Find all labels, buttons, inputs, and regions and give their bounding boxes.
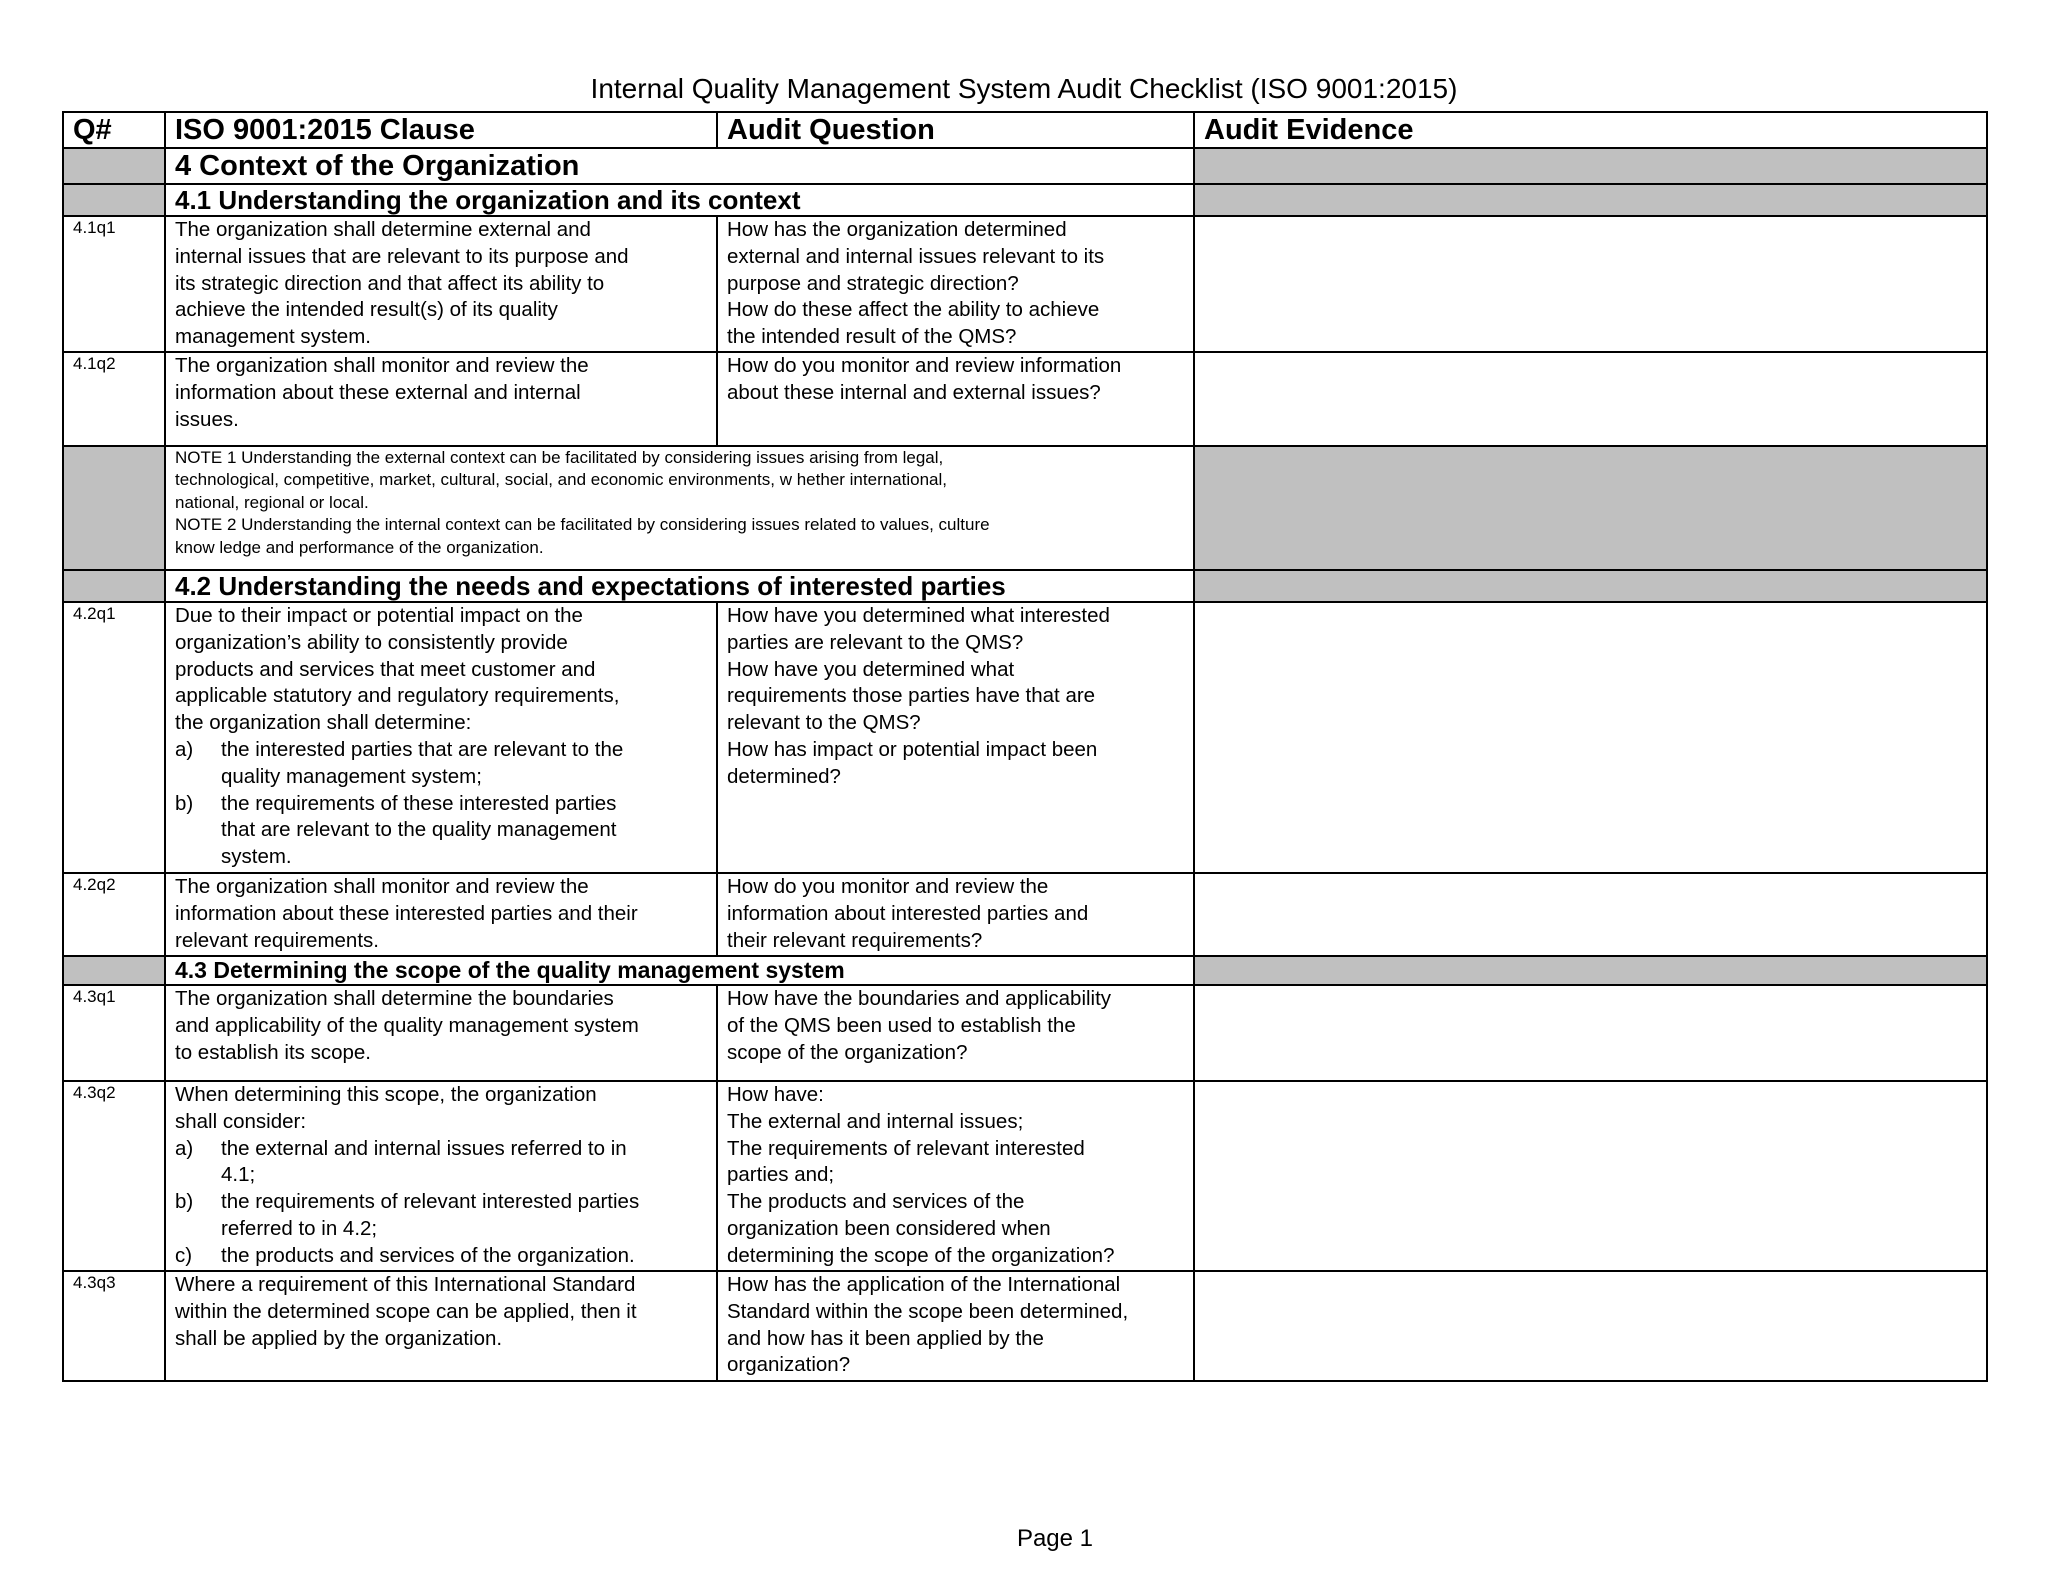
question-cell [717, 1271, 1194, 1381]
list-item-continuation: system. [221, 845, 292, 869]
question-id: 4.3q2 [63, 1081, 165, 1271]
note-line: national, regional or local. [175, 492, 369, 512]
section-row-4 [63, 148, 1987, 184]
evidence-cell[interactable] [1194, 1081, 1987, 1271]
section-row-4-1 [63, 184, 1987, 216]
list-item-continuation: referred to in 4.2; [221, 1216, 378, 1240]
section-qnum-cell [63, 956, 165, 985]
question-line: How have: [727, 1083, 824, 1106]
question-row-4-3q3 [63, 1271, 1987, 1381]
clause-line: issues. [175, 407, 239, 431]
question-id: 4.2q2 [63, 873, 165, 956]
section-row-4-3 [63, 956, 1987, 985]
clause-list-item [175, 1243, 707, 1270]
section-row-4-2 [63, 570, 1987, 602]
section-title-cell [165, 956, 1194, 985]
clause-cell [165, 1081, 717, 1271]
clause-line: information about these interested parties and their [175, 901, 638, 925]
clause-line: relevant requirements. [175, 928, 379, 952]
question-line: The products and services of the [727, 1190, 1025, 1214]
clause-line: The organization shall monitor and review the [175, 354, 589, 377]
audit-checklist-table [62, 111, 1988, 1382]
section-title-cell [165, 570, 1194, 602]
clause-line: The organization shall monitor and review the [175, 875, 589, 898]
clause-cell [165, 216, 717, 352]
question-cell [717, 1081, 1194, 1271]
question-line: determining the scope of the organization? [727, 1243, 1115, 1267]
note-qnum-cell [63, 446, 165, 570]
question-row-4-2q2 [63, 873, 1987, 956]
question-cell [717, 602, 1194, 873]
question-line: requirements those parties have that are [727, 684, 1096, 708]
question-cell [717, 216, 1194, 352]
list-item-continuation: that are relevant to the quality management [221, 818, 617, 842]
clause-line: The organization shall determine external and [175, 218, 591, 241]
section-qnum-cell [63, 570, 165, 602]
evidence-cell[interactable] [1194, 216, 1987, 352]
question-id: 4.2q1 [63, 602, 165, 873]
section-title-cell [165, 184, 1194, 216]
question-id: 4.1q2 [63, 352, 165, 446]
question-line: and how has it been applied by the [727, 1326, 1044, 1350]
clause-line: its strategic direction and that affect its ability to [175, 271, 605, 295]
clause-line: management system. [175, 325, 371, 349]
question-cell [717, 873, 1194, 956]
table-header-row [63, 112, 1987, 148]
section-title: 4.2 Understanding the needs and expectations of interested parties [175, 571, 1006, 601]
section-evidence-cell [1194, 184, 1987, 216]
question-line: their relevant requirements? [727, 928, 983, 952]
section-qnum-cell [63, 184, 165, 216]
question-line: Standard within the scope been determined, [727, 1299, 1129, 1323]
clause-cell [165, 985, 717, 1081]
list-marker: a) [175, 737, 194, 761]
question-id: 4.3q1 [63, 985, 165, 1081]
clause-line: applicable statutory and regulatory requirements, [175, 684, 620, 708]
question-line: parties are relevant to the QMS? [727, 630, 1024, 654]
question-row-4-1q2 [63, 352, 1987, 446]
note-cell [165, 446, 1194, 570]
question-row-4-2q1 [63, 602, 1987, 873]
question-line: How do you monitor and review the [727, 875, 1049, 898]
list-item-text: the requirements of relevant interested parties [221, 1190, 640, 1214]
section-title: 4.1 Understanding the organization and its context [175, 185, 801, 215]
question-line: relevant to the QMS? [727, 711, 921, 735]
section-evidence-cell [1194, 570, 1987, 602]
evidence-cell[interactable] [1194, 1271, 1987, 1381]
question-cell [717, 352, 1194, 446]
clause-line: internal issues that are relevant to its purpose and [175, 244, 629, 268]
question-row-4-1q1 [63, 216, 1987, 352]
question-cell [717, 985, 1194, 1081]
section-title: 4.3 Determining the scope of the quality management system [175, 957, 845, 983]
question-id: 4.1q1 [63, 216, 165, 352]
page-number: Page 1 [1016, 1525, 1094, 1552]
evidence-cell[interactable] [1194, 985, 1987, 1081]
section-title-cell [165, 148, 1194, 184]
question-line: How has the application of the International [727, 1273, 1121, 1296]
clause-line: organization’s ability to consistently provide [175, 630, 568, 654]
list-marker: a) [175, 1136, 194, 1160]
clause-line: The organization shall determine the boundaries [175, 987, 614, 1010]
list-marker: b) [175, 791, 194, 815]
question-line: determined? [727, 764, 841, 788]
clause-cell [165, 1271, 717, 1381]
section-evidence-cell [1194, 956, 1987, 985]
clause-cell [165, 873, 717, 956]
list-item-text: the requirements of these interested parties [221, 791, 617, 815]
question-line: parties and; [727, 1163, 835, 1187]
clause-list-item [175, 737, 707, 764]
question-row-4-3q1 [63, 985, 1987, 1081]
question-line: How do these affect the ability to achieve [727, 298, 1100, 322]
clause-line: within the determined scope can be applied, then it [175, 1299, 637, 1323]
clause-line: Where a requirement of this International Standard [175, 1273, 636, 1296]
column-header-question: Audit Question [717, 112, 1194, 148]
question-line: scope of the organization? [727, 1040, 968, 1064]
clause-line: information about these external and internal [175, 380, 581, 404]
note-line: technological, competitive, market, cultural, social, and economic environments, w hether international, [175, 470, 947, 490]
question-line: How has the organization determined [727, 218, 1067, 241]
clause-line: the organization shall determine: [175, 711, 472, 735]
clause-line: products and services that meet customer and [175, 657, 596, 681]
document-title: Internal Quality Management System Audit Checklist (ISO 9001:2015) [590, 73, 1458, 104]
note-line: NOTE 1 Understanding the external context can be facilitated by considering issues arising from legal, [175, 448, 944, 467]
clause-line: shall consider: [175, 1109, 307, 1133]
question-line: organization been considered when [727, 1216, 1051, 1240]
question-line: purpose and strategic direction? [727, 271, 1019, 295]
list-item-text: the products and services of the organization. [221, 1243, 635, 1267]
section-evidence-cell [1194, 148, 1987, 184]
column-header-qnum: Q# [63, 112, 165, 148]
column-header-evidence: Audit Evidence [1194, 112, 1987, 148]
note-line: know ledge and performance of the organization. [175, 537, 544, 557]
clause-line: Due to their impact or potential impact on the [175, 604, 583, 627]
question-row-4-3q2 [63, 1081, 1987, 1271]
clause-line: shall be applied by the organization. [175, 1326, 503, 1350]
evidence-cell[interactable] [1194, 352, 1987, 446]
list-marker: b) [175, 1190, 194, 1214]
clause-list-item [175, 1189, 707, 1216]
question-line: The requirements of relevant interested [727, 1136, 1085, 1160]
section-qnum-cell [63, 148, 165, 184]
clause-line: and applicability of the quality management system [175, 1013, 639, 1037]
clause-list-item [175, 791, 707, 818]
question-line: organization? [727, 1353, 851, 1377]
list-item-continuation: quality management system; [221, 764, 482, 788]
question-line: information about interested parties and [727, 901, 1089, 925]
list-item-text: the interested parties that are relevant to the [221, 737, 624, 761]
note-line: NOTE 2 Understanding the internal context can be facilitated by considering issues related to values, culture [175, 515, 990, 535]
clause-line: achieve the intended result(s) of its quality [175, 298, 558, 322]
question-line: about these internal and external issues? [727, 380, 1101, 404]
clause-line: to establish its scope. [175, 1040, 371, 1064]
evidence-cell[interactable] [1194, 873, 1987, 956]
question-id: 4.3q3 [63, 1271, 165, 1381]
list-marker: c) [175, 1243, 193, 1267]
question-line: external and internal issues relevant to its [727, 244, 1105, 268]
question-line: How has impact or potential impact been [727, 737, 1098, 761]
question-line: of the QMS been used to establish the [727, 1013, 1076, 1037]
list-item-continuation: 4.1; [221, 1163, 256, 1187]
note-evidence-cell [1194, 446, 1987, 570]
note-row-4-1 [63, 446, 1987, 570]
clause-cell [165, 352, 717, 446]
question-line: How have you determined what interested [727, 604, 1110, 627]
question-line: the intended result of the QMS? [727, 325, 1017, 349]
question-line: How have the boundaries and applicability [727, 987, 1112, 1010]
clause-list-item [175, 1136, 707, 1163]
clause-cell [165, 602, 717, 873]
question-line: How do you monitor and review information [727, 354, 1122, 377]
section-title: 4 Context of the Organization [175, 150, 580, 182]
question-line: How have you determined what [727, 657, 1015, 681]
column-header-clause: ISO 9001:2015 Clause [165, 112, 717, 148]
list-item-text: the external and internal issues referred to in [221, 1136, 627, 1160]
evidence-cell[interactable] [1194, 602, 1987, 873]
question-line: The external and internal issues; [727, 1109, 1024, 1133]
clause-line: When determining this scope, the organization [175, 1083, 597, 1106]
